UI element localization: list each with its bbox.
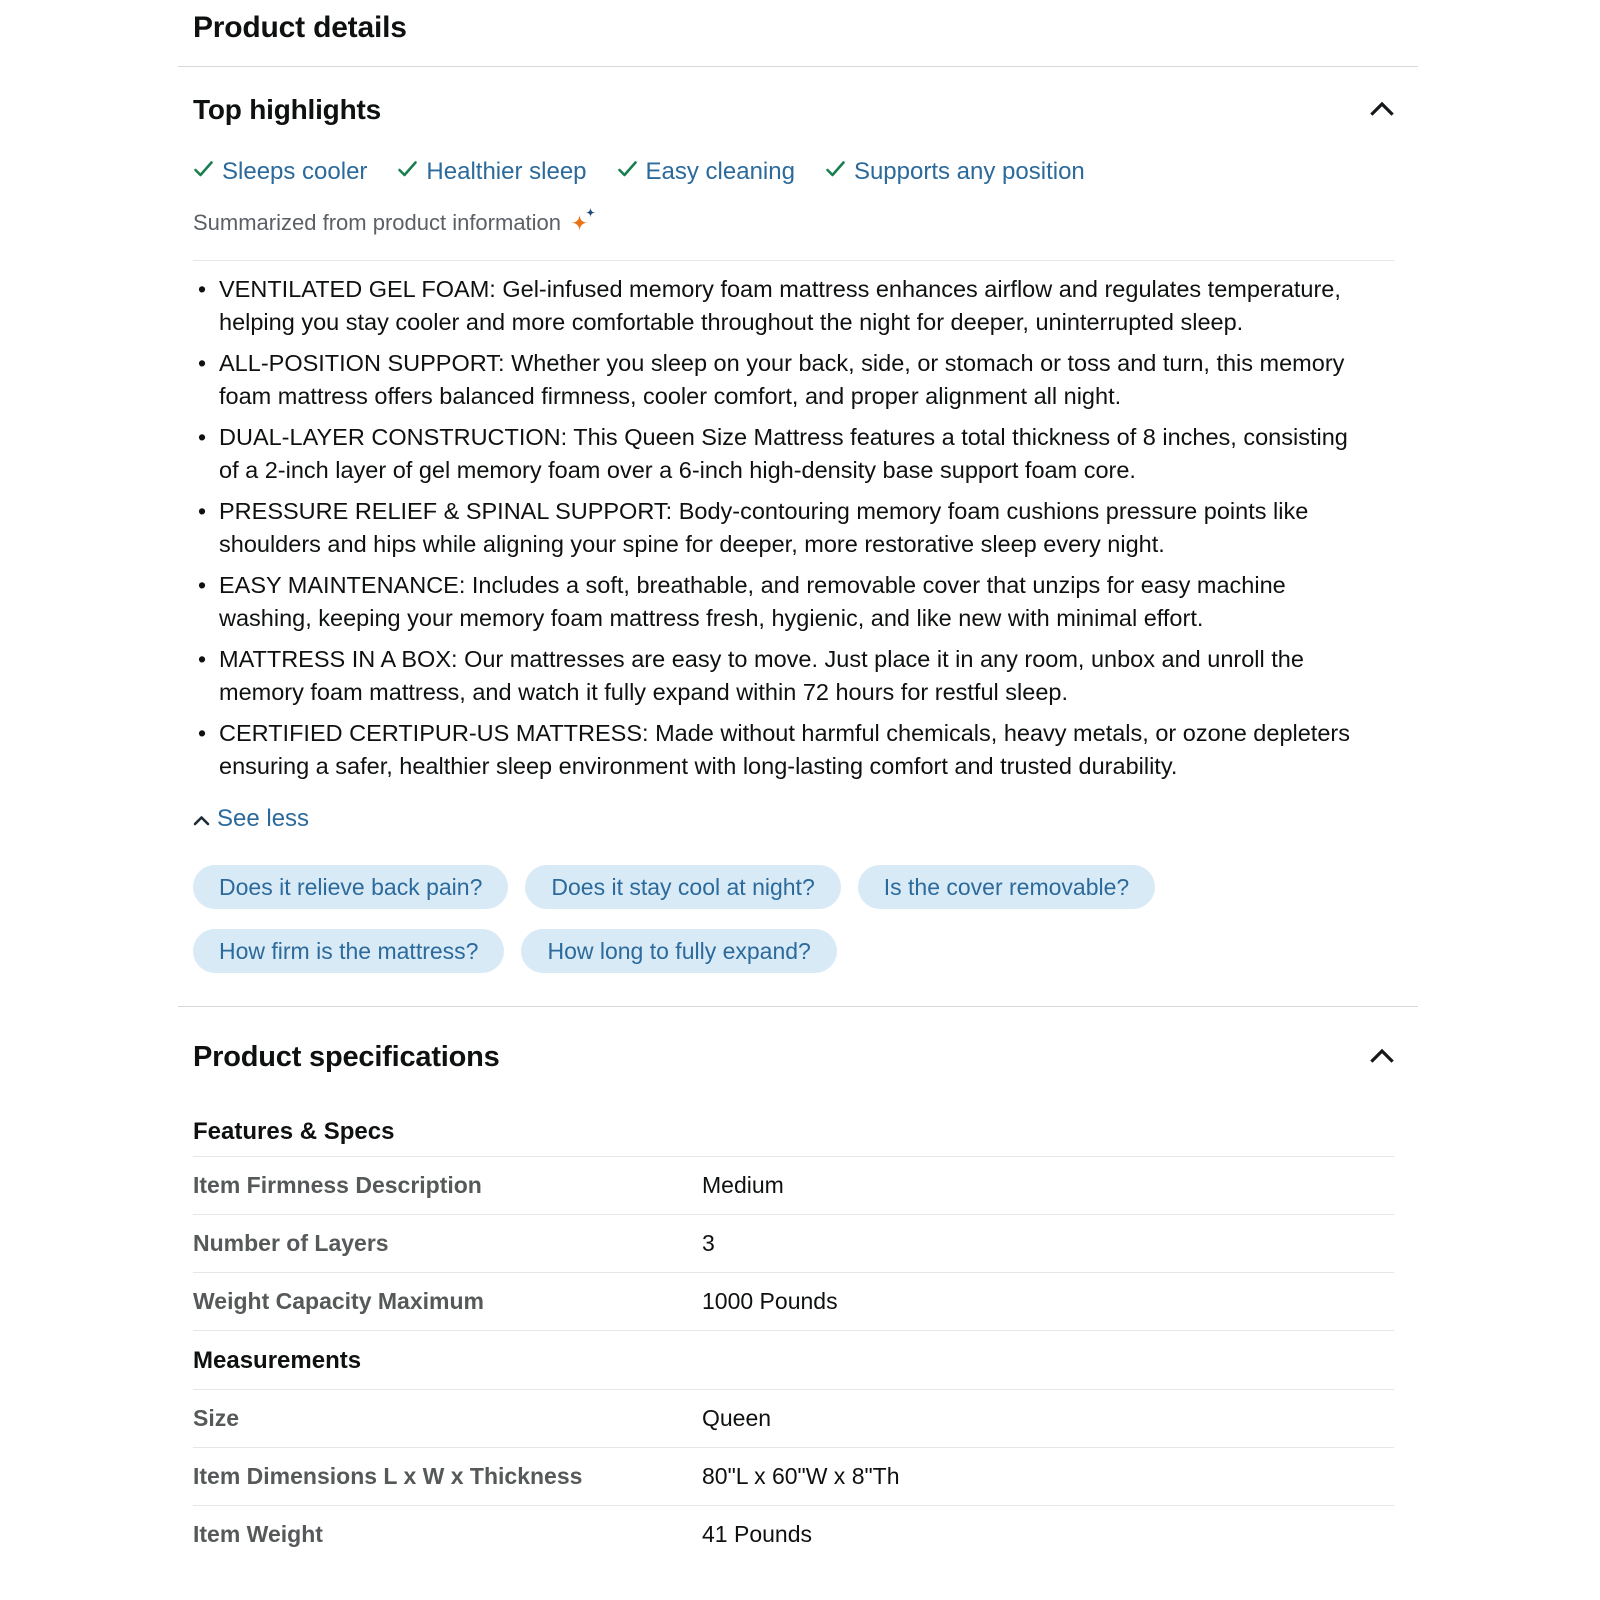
- spec-table-measurements: [193, 1389, 1394, 1563]
- spec-row: [193, 1156, 1394, 1214]
- question-pill[interactable]: How long to fully expand?: [521, 929, 836, 973]
- chevron-up-icon: [1370, 104, 1394, 119]
- spec-value: Medium: [702, 1172, 784, 1198]
- spec-value: 80"L x 60"W x 8"Th: [702, 1463, 900, 1489]
- top-highlights-section: [178, 93, 1418, 973]
- question-pill[interactable]: Is the cover removable?: [858, 865, 1155, 909]
- feature-bullet: • PRESSURE RELIEF & SPINAL SUPPORT: Body-contouring memory foam cushions pressure points like shoulders and hips while aligning your spine for deeper, more restorative sleep every night.: [193, 495, 1363, 561]
- question-pill[interactable]: Does it stay cool at night?: [525, 865, 840, 909]
- chevron-up-icon: [193, 805, 210, 833]
- spec-value: Queen: [702, 1405, 772, 1431]
- divider: [178, 1006, 1418, 1007]
- highlight-label: Supports any position: [853, 158, 1085, 185]
- spec-label: Item Firmness Description: [193, 1172, 482, 1198]
- product-specifications-section: [178, 1040, 1418, 1563]
- ai-sparkle-icon: [570, 207, 597, 239]
- feature-bullet: • ALL-POSITION SUPPORT: Whether you sleep on your back, side, or stomach or toss and turn, this memory foam mattress offers balanced firmness, cooler comfort, and proper alignment all night.: [193, 347, 1363, 413]
- divider: [178, 66, 1418, 67]
- highlights-row: [193, 157, 1418, 187]
- check-icon: [397, 157, 418, 187]
- spec-group-heading: Features & Specs: [193, 1118, 395, 1145]
- spec-row: [193, 1389, 1394, 1447]
- feature-bullet-list: [193, 273, 1363, 783]
- spec-row: [193, 1272, 1394, 1330]
- divider: [193, 260, 1394, 261]
- highlight-label: Sleeps cooler: [222, 158, 368, 185]
- question-pill[interactable]: How firm is the mattress?: [193, 929, 504, 973]
- spec-table-features: [193, 1156, 1394, 1331]
- feature-bullet: • EASY MAINTENANCE: Includes a soft, breathable, and removable cover that unzips for easy machine washing, keeping your memory foam mattress fresh, hygienic, and like new with minimal effort.: [193, 569, 1363, 635]
- highlight-label: Healthier sleep: [426, 158, 587, 185]
- highlight-chip[interactable]: [397, 157, 586, 187]
- suggested-questions: [193, 865, 1373, 973]
- collapse-top-highlights-button[interactable]: [1370, 101, 1394, 116]
- product-specifications-title: Product specifications: [193, 1041, 500, 1073]
- feature-bullet: • VENTILATED GEL FOAM: Gel-infused memory foam mattress enhances airflow and regulates temperature, helping you stay cooler and more comfortable throughout the night for deeper, uninterrupted sleep.: [193, 273, 1363, 339]
- highlight-chip[interactable]: [825, 157, 1085, 187]
- check-icon: [617, 157, 638, 187]
- highlight-chip[interactable]: [617, 157, 795, 187]
- spec-label: Number of Layers: [193, 1230, 389, 1256]
- product-details-page: [178, 0, 1418, 1563]
- spec-value: 1000 Pounds: [702, 1288, 838, 1314]
- spec-row: [193, 1505, 1394, 1563]
- highlight-chip[interactable]: [193, 157, 367, 187]
- spec-value: 3: [702, 1230, 715, 1256]
- spec-label: Item Dimensions L x W x Thickness: [193, 1463, 583, 1489]
- check-icon: [193, 157, 214, 187]
- spec-row: [193, 1214, 1394, 1272]
- spec-label: Size: [193, 1405, 240, 1431]
- feature-bullet: • MATTRESS IN A BOX: Our mattresses are easy to move. Just place it in any room, unbox and unroll the memory foam mattress, and watch it fully expand within 72 hours for restful sleep.: [193, 643, 1363, 709]
- feature-bullet: • CERTIFIED CERTIPUR-US MATTRESS: Made without harmful chemicals, heavy metals, or ozone depleters ensuring a safer, healthier sleep environment with long-lasting comfort and trusted durability.: [193, 717, 1363, 783]
- top-highlights-title: Top highlights: [193, 94, 381, 125]
- see-less-button[interactable]: [193, 805, 309, 833]
- chevron-up-icon: [1370, 1051, 1394, 1066]
- highlight-label: Easy cleaning: [645, 158, 795, 185]
- question-pill[interactable]: Does it relieve back pain?: [193, 865, 508, 909]
- spec-value: 41 Pounds: [702, 1521, 812, 1547]
- see-less-label: See less: [217, 805, 310, 832]
- summary-note-text: Summarized from product information: [193, 210, 562, 235]
- collapse-product-specifications-button[interactable]: [1370, 1048, 1394, 1063]
- spec-label: Weight Capacity Maximum: [193, 1288, 484, 1314]
- summary-note: [193, 207, 1418, 239]
- page-title: Product details: [193, 11, 407, 44]
- spec-row: [193, 1447, 1394, 1505]
- spec-group-heading: Measurements: [193, 1347, 362, 1374]
- check-icon: [825, 157, 846, 187]
- spec-label: Item Weight: [193, 1521, 323, 1547]
- feature-bullet: • DUAL-LAYER CONSTRUCTION: This Queen Size Mattress features a total thickness of 8 inches, consisting of a 2-inch layer of gel memory foam over a 6-inch high-density base support foam core.: [193, 421, 1363, 487]
